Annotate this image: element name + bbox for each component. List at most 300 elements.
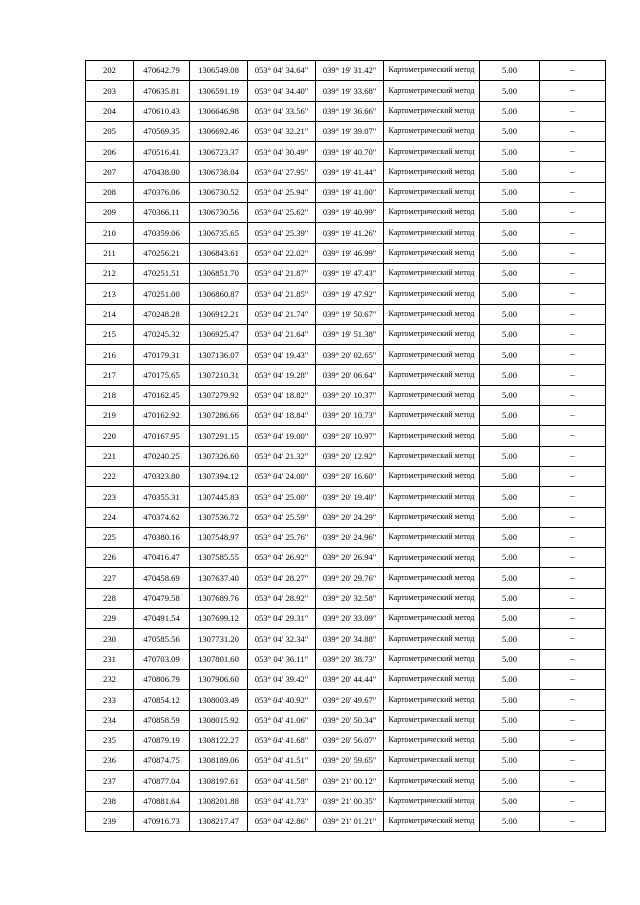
latitude-cell: 053° 04' 21.64": [248, 324, 316, 344]
x-coordinate-cell: 470251.51: [134, 263, 190, 283]
longitude-cell: 039° 20' 56.07": [316, 730, 384, 750]
note-cell: –: [540, 751, 606, 771]
point-number-cell: 220: [86, 426, 134, 446]
point-number-cell: 213: [86, 284, 134, 304]
point-number-cell: 205: [86, 121, 134, 141]
x-coordinate-cell: 470175.65: [134, 365, 190, 385]
latitude-cell: 053° 04' 21.85": [248, 284, 316, 304]
note-cell: –: [540, 324, 606, 344]
longitude-cell: 039° 19' 41.44": [316, 162, 384, 182]
point-number-cell: 237: [86, 771, 134, 791]
latitude-cell: 053° 04' 41.06": [248, 710, 316, 730]
note-cell: –: [540, 487, 606, 507]
note-cell: –: [540, 649, 606, 669]
note-cell: –: [540, 527, 606, 547]
table-row: [86, 527, 606, 547]
accuracy-cell: 5.00: [480, 609, 540, 629]
point-number-cell: 207: [86, 162, 134, 182]
longitude-cell: 039° 19' 50.67": [316, 304, 384, 324]
latitude-cell: 053° 04' 32.21": [248, 121, 316, 141]
x-coordinate-cell: 470355.31: [134, 487, 190, 507]
table-row: [86, 304, 606, 324]
y-coordinate-cell: 1307326.60: [190, 446, 248, 466]
accuracy-cell: 5.00: [480, 385, 540, 405]
x-coordinate-cell: 470854.12: [134, 690, 190, 710]
method-cell: Картометрический метод: [384, 284, 480, 304]
longitude-cell: 039° 20' 44.44": [316, 669, 384, 689]
latitude-cell: 053° 04' 25.62": [248, 203, 316, 223]
latitude-cell: 053° 04' 28.92": [248, 588, 316, 608]
accuracy-cell: 5.00: [480, 548, 540, 568]
method-cell: Картометрический метод: [384, 466, 480, 486]
accuracy-cell: 5.00: [480, 162, 540, 182]
point-number-cell: 230: [86, 629, 134, 649]
y-coordinate-cell: 1308217.47: [190, 811, 248, 831]
longitude-cell: 039° 21' 00.12": [316, 771, 384, 791]
x-coordinate-cell: 470877.04: [134, 771, 190, 791]
table-row: [86, 730, 606, 750]
longitude-cell: 039° 20' 26.94": [316, 548, 384, 568]
note-cell: –: [540, 284, 606, 304]
accuracy-cell: 5.00: [480, 243, 540, 263]
note-cell: –: [540, 690, 606, 710]
y-coordinate-cell: 1307689.76: [190, 588, 248, 608]
point-number-cell: 206: [86, 142, 134, 162]
point-number-cell: 236: [86, 751, 134, 771]
y-coordinate-cell: 1307699.12: [190, 609, 248, 629]
latitude-cell: 053° 04' 27.95": [248, 162, 316, 182]
method-cell: Картометрический метод: [384, 324, 480, 344]
method-cell: Картометрический метод: [384, 751, 480, 771]
y-coordinate-cell: 1308189.06: [190, 751, 248, 771]
accuracy-cell: 5.00: [480, 710, 540, 730]
latitude-cell: 053° 04' 19.43": [248, 345, 316, 365]
method-cell: Картометрический метод: [384, 791, 480, 811]
y-coordinate-cell: 1308003.49: [190, 690, 248, 710]
longitude-cell: 039° 19' 51.38": [316, 324, 384, 344]
table-row: [86, 507, 606, 527]
accuracy-cell: 5.00: [480, 182, 540, 202]
point-number-cell: 226: [86, 548, 134, 568]
point-number-cell: 223: [86, 487, 134, 507]
note-cell: –: [540, 406, 606, 426]
note-cell: –: [540, 223, 606, 243]
note-cell: –: [540, 263, 606, 283]
latitude-cell: 053° 04' 25.39": [248, 223, 316, 243]
method-cell: Картометрический метод: [384, 81, 480, 101]
method-cell: Картометрический метод: [384, 446, 480, 466]
accuracy-cell: 5.00: [480, 649, 540, 669]
accuracy-cell: 5.00: [480, 751, 540, 771]
note-cell: –: [540, 101, 606, 121]
note-cell: –: [540, 345, 606, 365]
table-row: [86, 365, 606, 385]
note-cell: –: [540, 710, 606, 730]
x-coordinate-cell: 470179.31: [134, 345, 190, 365]
table-row: [86, 811, 606, 831]
point-number-cell: 227: [86, 568, 134, 588]
method-cell: Картометрический метод: [384, 182, 480, 202]
point-number-cell: 208: [86, 182, 134, 202]
x-coordinate-cell: 470491.54: [134, 609, 190, 629]
y-coordinate-cell: 1306912.21: [190, 304, 248, 324]
accuracy-cell: 5.00: [480, 101, 540, 121]
longitude-cell: 039° 20' 19.40": [316, 487, 384, 507]
y-coordinate-cell: 1307210.31: [190, 365, 248, 385]
method-cell: Картометрический метод: [384, 507, 480, 527]
point-number-cell: 225: [86, 527, 134, 547]
x-coordinate-cell: 470642.79: [134, 61, 190, 81]
latitude-cell: 053° 04' 22.02": [248, 243, 316, 263]
method-cell: Картометрический метод: [384, 730, 480, 750]
table-row: [86, 548, 606, 568]
table-row: [86, 182, 606, 202]
table-row: [86, 385, 606, 405]
longitude-cell: 039° 20' 10.73": [316, 406, 384, 426]
accuracy-cell: 5.00: [480, 811, 540, 831]
table-row: [86, 81, 606, 101]
method-cell: Картометрический метод: [384, 548, 480, 568]
longitude-cell: 039° 20' 06.64": [316, 365, 384, 385]
y-coordinate-cell: 1306730.52: [190, 182, 248, 202]
table-row: [86, 324, 606, 344]
method-cell: Картометрический метод: [384, 649, 480, 669]
latitude-cell: 053° 04' 34.64": [248, 61, 316, 81]
method-cell: Картометрический метод: [384, 527, 480, 547]
note-cell: –: [540, 426, 606, 446]
method-cell: Картометрический метод: [384, 669, 480, 689]
y-coordinate-cell: 1306591.19: [190, 81, 248, 101]
table-row: [86, 751, 606, 771]
note-cell: –: [540, 142, 606, 162]
x-coordinate-cell: 470359.06: [134, 223, 190, 243]
latitude-cell: 053° 04' 21.87": [248, 263, 316, 283]
accuracy-cell: 5.00: [480, 142, 540, 162]
point-number-cell: 231: [86, 649, 134, 669]
longitude-cell: 039° 19' 33.68": [316, 81, 384, 101]
table-row: [86, 446, 606, 466]
latitude-cell: 053° 04' 41.73": [248, 791, 316, 811]
point-number-cell: 239: [86, 811, 134, 831]
y-coordinate-cell: 1308122.27: [190, 730, 248, 750]
method-cell: Картометрический метод: [384, 690, 480, 710]
latitude-cell: 053° 04' 24.00": [248, 466, 316, 486]
note-cell: –: [540, 588, 606, 608]
x-coordinate-cell: 470240.25: [134, 446, 190, 466]
latitude-cell: 053° 04' 18.82": [248, 385, 316, 405]
note-cell: –: [540, 609, 606, 629]
latitude-cell: 053° 04' 40.92": [248, 690, 316, 710]
note-cell: –: [540, 121, 606, 141]
note-cell: –: [540, 629, 606, 649]
accuracy-cell: 5.00: [480, 365, 540, 385]
x-coordinate-cell: 470162.92: [134, 406, 190, 426]
x-coordinate-cell: 470245.32: [134, 324, 190, 344]
point-number-cell: 219: [86, 406, 134, 426]
note-cell: –: [540, 81, 606, 101]
point-number-cell: 218: [86, 385, 134, 405]
table-row: [86, 649, 606, 669]
x-coordinate-cell: 470366.11: [134, 203, 190, 223]
note-cell: –: [540, 243, 606, 263]
method-cell: Картометрический метод: [384, 121, 480, 141]
note-cell: –: [540, 203, 606, 223]
latitude-cell: 053° 04' 39.42": [248, 669, 316, 689]
table-body: [86, 61, 606, 832]
table-row: [86, 487, 606, 507]
accuracy-cell: 5.00: [480, 324, 540, 344]
method-cell: Картометрический метод: [384, 406, 480, 426]
accuracy-cell: 5.00: [480, 690, 540, 710]
point-number-cell: 232: [86, 669, 134, 689]
point-number-cell: 224: [86, 507, 134, 527]
latitude-cell: 053° 04' 25.59": [248, 507, 316, 527]
note-cell: –: [540, 669, 606, 689]
y-coordinate-cell: 1307445.83: [190, 487, 248, 507]
x-coordinate-cell: 470416.47: [134, 548, 190, 568]
point-number-cell: 202: [86, 61, 134, 81]
point-number-cell: 238: [86, 791, 134, 811]
latitude-cell: 053° 04' 18.84": [248, 406, 316, 426]
longitude-cell: 039° 19' 40.70": [316, 142, 384, 162]
note-cell: –: [540, 548, 606, 568]
longitude-cell: 039° 19' 41.26": [316, 223, 384, 243]
accuracy-cell: 5.00: [480, 263, 540, 283]
y-coordinate-cell: 1307286.66: [190, 406, 248, 426]
accuracy-cell: 5.00: [480, 669, 540, 689]
point-number-cell: 217: [86, 365, 134, 385]
longitude-cell: 039° 20' 59.65": [316, 751, 384, 771]
x-coordinate-cell: 470879.19: [134, 730, 190, 750]
table-row: [86, 101, 606, 121]
table-row: [86, 263, 606, 283]
method-cell: Картометрический метод: [384, 203, 480, 223]
accuracy-cell: 5.00: [480, 203, 540, 223]
longitude-cell: 039° 20' 24.29": [316, 507, 384, 527]
x-coordinate-cell: 470248.28: [134, 304, 190, 324]
x-coordinate-cell: 470162.45: [134, 385, 190, 405]
point-number-cell: 229: [86, 609, 134, 629]
note-cell: –: [540, 365, 606, 385]
method-cell: Картометрический метод: [384, 629, 480, 649]
note-cell: –: [540, 385, 606, 405]
method-cell: Картометрический метод: [384, 61, 480, 81]
point-number-cell: 211: [86, 243, 134, 263]
note-cell: –: [540, 304, 606, 324]
accuracy-cell: 5.00: [480, 446, 540, 466]
y-coordinate-cell: 1306549.08: [190, 61, 248, 81]
x-coordinate-cell: 470569.35: [134, 121, 190, 141]
latitude-cell: 053° 04' 33.56": [248, 101, 316, 121]
y-coordinate-cell: 1307801.60: [190, 649, 248, 669]
table-row: [86, 284, 606, 304]
latitude-cell: 053° 04' 41.58": [248, 771, 316, 791]
x-coordinate-cell: 470323.80: [134, 466, 190, 486]
longitude-cell: 039° 19' 39.07": [316, 121, 384, 141]
y-coordinate-cell: 1306925.47: [190, 324, 248, 344]
longitude-cell: 039° 19' 31.42": [316, 61, 384, 81]
longitude-cell: 039° 20' 29.76": [316, 568, 384, 588]
method-cell: Картометрический метод: [384, 365, 480, 385]
method-cell: Картометрический метод: [384, 710, 480, 730]
y-coordinate-cell: 1306860.87: [190, 284, 248, 304]
x-coordinate-cell: 470916.73: [134, 811, 190, 831]
method-cell: Картометрический метод: [384, 345, 480, 365]
method-cell: Картометрический метод: [384, 101, 480, 121]
x-coordinate-cell: 470635.81: [134, 81, 190, 101]
longitude-cell: 039° 19' 41.00": [316, 182, 384, 202]
latitude-cell: 053° 04' 30.49": [248, 142, 316, 162]
x-coordinate-cell: 470881.64: [134, 791, 190, 811]
point-number-cell: 216: [86, 345, 134, 365]
note-cell: –: [540, 466, 606, 486]
accuracy-cell: 5.00: [480, 304, 540, 324]
longitude-cell: 039° 19' 47.92": [316, 284, 384, 304]
table-row: [86, 61, 606, 81]
y-coordinate-cell: 1307548.97: [190, 527, 248, 547]
table-row: [86, 406, 606, 426]
longitude-cell: 039° 20' 10.37": [316, 385, 384, 405]
x-coordinate-cell: 470874.75: [134, 751, 190, 771]
latitude-cell: 053° 04' 32.34": [248, 629, 316, 649]
x-coordinate-cell: 470438.00: [134, 162, 190, 182]
x-coordinate-cell: 470806.79: [134, 669, 190, 689]
x-coordinate-cell: 470858.59: [134, 710, 190, 730]
table-row: [86, 588, 606, 608]
table-row: [86, 609, 606, 629]
method-cell: Картометрический метод: [384, 304, 480, 324]
longitude-cell: 039° 20' 12.92": [316, 446, 384, 466]
table-row: [86, 690, 606, 710]
point-number-cell: 209: [86, 203, 134, 223]
method-cell: Картометрический метод: [384, 142, 480, 162]
longitude-cell: 039° 20' 10.97": [316, 426, 384, 446]
method-cell: Картометрический метод: [384, 223, 480, 243]
method-cell: Картометрический метод: [384, 263, 480, 283]
latitude-cell: 053° 04' 28.27": [248, 568, 316, 588]
latitude-cell: 053° 04' 25.00": [248, 487, 316, 507]
accuracy-cell: 5.00: [480, 466, 540, 486]
y-coordinate-cell: 1307906.60: [190, 669, 248, 689]
point-number-cell: 214: [86, 304, 134, 324]
accuracy-cell: 5.00: [480, 406, 540, 426]
note-cell: –: [540, 568, 606, 588]
accuracy-cell: 5.00: [480, 568, 540, 588]
table-row: [86, 669, 606, 689]
latitude-cell: 053° 04' 21.32": [248, 446, 316, 466]
x-coordinate-cell: 470167.95: [134, 426, 190, 446]
x-coordinate-cell: 470251.00: [134, 284, 190, 304]
table-row: [86, 243, 606, 263]
longitude-cell: 039° 20' 49.67": [316, 690, 384, 710]
longitude-cell: 039° 19' 46.99": [316, 243, 384, 263]
accuracy-cell: 5.00: [480, 588, 540, 608]
method-cell: Картометрический метод: [384, 487, 480, 507]
table-row: [86, 466, 606, 486]
table-row: [86, 142, 606, 162]
table-row: [86, 203, 606, 223]
table-row: [86, 345, 606, 365]
method-cell: Картометрический метод: [384, 162, 480, 182]
longitude-cell: 039° 20' 33.09": [316, 609, 384, 629]
latitude-cell: 053° 04' 34.40": [248, 81, 316, 101]
accuracy-cell: 5.00: [480, 771, 540, 791]
coordinates-table: [85, 60, 606, 832]
note-cell: –: [540, 730, 606, 750]
y-coordinate-cell: 1307731.20: [190, 629, 248, 649]
accuracy-cell: 5.00: [480, 345, 540, 365]
latitude-cell: 053° 04' 29.31": [248, 609, 316, 629]
point-number-cell: 234: [86, 710, 134, 730]
latitude-cell: 053° 04' 41.51": [248, 751, 316, 771]
note-cell: –: [540, 446, 606, 466]
note-cell: –: [540, 771, 606, 791]
method-cell: Картометрический метод: [384, 609, 480, 629]
point-number-cell: 222: [86, 466, 134, 486]
y-coordinate-cell: 1308197.61: [190, 771, 248, 791]
y-coordinate-cell: 1306851.70: [190, 263, 248, 283]
latitude-cell: 053° 04' 36.11": [248, 649, 316, 669]
point-number-cell: 204: [86, 101, 134, 121]
longitude-cell: 039° 20' 16.60": [316, 466, 384, 486]
y-coordinate-cell: 1306692.46: [190, 121, 248, 141]
accuracy-cell: 5.00: [480, 81, 540, 101]
x-coordinate-cell: 470479.58: [134, 588, 190, 608]
table-row: [86, 791, 606, 811]
accuracy-cell: 5.00: [480, 730, 540, 750]
latitude-cell: 053° 04' 19.28": [248, 365, 316, 385]
x-coordinate-cell: 470610.43: [134, 101, 190, 121]
accuracy-cell: 5.00: [480, 426, 540, 446]
latitude-cell: 053° 04' 21.74": [248, 304, 316, 324]
y-coordinate-cell: 1306843.61: [190, 243, 248, 263]
point-number-cell: 235: [86, 730, 134, 750]
point-number-cell: 210: [86, 223, 134, 243]
longitude-cell: 039° 21' 00.35": [316, 791, 384, 811]
longitude-cell: 039° 19' 47.43": [316, 263, 384, 283]
x-coordinate-cell: 470374.62: [134, 507, 190, 527]
accuracy-cell: 5.00: [480, 527, 540, 547]
table-row: [86, 771, 606, 791]
accuracy-cell: 5.00: [480, 61, 540, 81]
y-coordinate-cell: 1308201.88: [190, 791, 248, 811]
note-cell: –: [540, 811, 606, 831]
y-coordinate-cell: 1306730.56: [190, 203, 248, 223]
point-number-cell: 233: [86, 690, 134, 710]
longitude-cell: 039° 21' 01.21": [316, 811, 384, 831]
note-cell: –: [540, 182, 606, 202]
point-number-cell: 221: [86, 446, 134, 466]
method-cell: Картометрический метод: [384, 568, 480, 588]
y-coordinate-cell: 1307394.12: [190, 466, 248, 486]
x-coordinate-cell: 470256.21: [134, 243, 190, 263]
note-cell: –: [540, 162, 606, 182]
table-row: [86, 162, 606, 182]
table-row: [86, 710, 606, 730]
method-cell: Картометрический метод: [384, 426, 480, 446]
y-coordinate-cell: 1306646.98: [190, 101, 248, 121]
y-coordinate-cell: 1306723.37: [190, 142, 248, 162]
accuracy-cell: 5.00: [480, 284, 540, 304]
method-cell: Картометрический метод: [384, 588, 480, 608]
latitude-cell: 053° 04' 25.76": [248, 527, 316, 547]
method-cell: Картометрический метод: [384, 811, 480, 831]
point-number-cell: 215: [86, 324, 134, 344]
accuracy-cell: 5.00: [480, 791, 540, 811]
table-row: [86, 426, 606, 446]
method-cell: Картометрический метод: [384, 771, 480, 791]
latitude-cell: 053° 04' 26.92": [248, 548, 316, 568]
